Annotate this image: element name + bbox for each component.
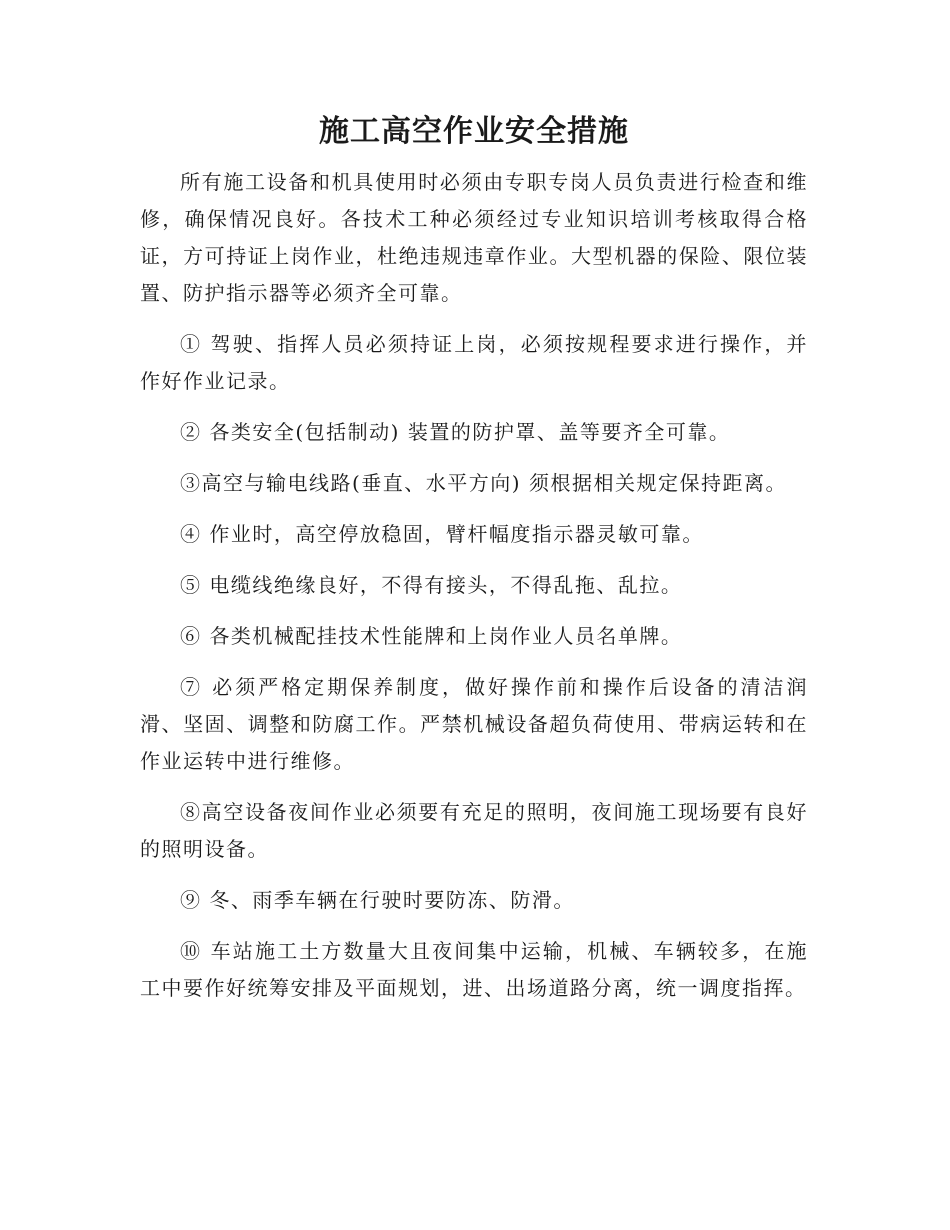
- item-1: ① 驾驶、指挥人员必须持证上岗，必须按规程要求进行操作，并作好作业记录。: [140, 332, 808, 393]
- intro-paragraph: 所有施工设备和机具使用时必须由专职专岗人员负责进行检查和维修，确保情况良好。各技术工种必须经过专业知识培训考核取得合格证，方可持证上岗作业，杜绝违规违章作业。大型机器的保险、限位装置、防护指示器等必须齐全可靠。: [140, 170, 808, 305]
- document-title: 施工高空作业安全措施: [319, 114, 629, 149]
- item-3: ③高空与输电线路(垂直、水平方向) 须根据相关规定保持距离。: [180, 471, 787, 495]
- item-10: ⑩ 车站施工土方数量大且夜间集中运输，机械、车辆较多，在施工中要作好统筹安排及平面规划，进、出场道路分离，统一调度指挥。: [140, 939, 808, 1000]
- item-4: ④ 作业时，高空停放稳固，臂杆幅度指示器灵敏可靠。: [180, 522, 704, 546]
- document-page: [140, 110, 808, 1021]
- item-2: ② 各类安全(包括制动) 装置的防护罩、盖等要齐全可靠。: [180, 420, 731, 444]
- item-8: ⑧高空设备夜间作业必须要有充足的照明，夜间施工现场要有良好的照明设备。: [140, 800, 808, 861]
- item-6: ⑥ 各类机械配挂技术性能牌和上岗作业人员名单牌。: [180, 624, 683, 648]
- item-5: ⑤ 电缆线绝缘良好，不得有接头，不得乱拖、乱拉。: [180, 573, 683, 597]
- item-9: ⑨ 冬、雨季车辆在行驶时要防冻、防滑。: [180, 888, 575, 912]
- item-7: ⑦ 必须严格定期保养制度，做好操作前和操作后设备的清洁润滑、坚固、调整和防腐工作。严禁机械设备超负荷使用、带病运转和在作业运转中进行维修。: [140, 675, 808, 773]
